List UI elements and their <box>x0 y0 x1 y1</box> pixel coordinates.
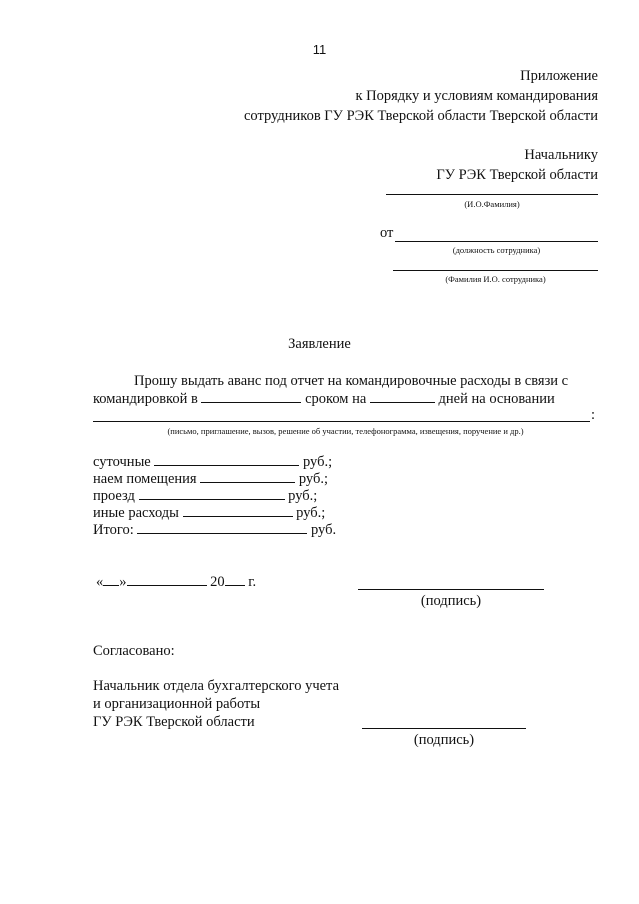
expense-row-total: Итого: руб. <box>93 522 337 538</box>
date-line: « » 20 г. <box>96 574 257 590</box>
month-field <box>127 573 207 586</box>
employee-name-hint: (Фамилия И.О. сотрудника) <box>445 274 546 284</box>
employee-name-line <box>393 270 598 271</box>
expense-row-per-diem: суточные руб.; <box>93 454 333 470</box>
approver-signature-line <box>362 728 526 729</box>
applicant-signature-line <box>358 589 544 590</box>
approval-block <box>93 677 339 731</box>
appendix-line3: сотрудников ГУ РЭК Тверской области Тверской области <box>243 108 598 124</box>
day-field <box>103 573 119 586</box>
basis-label: дней на основании <box>438 391 555 407</box>
document-title: Заявление <box>288 336 351 352</box>
basis-hint: (письмо, приглашение, вызов, решение об участии, телефонограмма, извещения, поручение и др.) <box>167 426 524 436</box>
appendix-line2: к Порядку и условиям командирования <box>355 88 598 104</box>
addressee-line2: ГУ РЭК Тверской области <box>436 167 598 183</box>
approval-title: Согласовано: <box>93 643 175 659</box>
addressee-block <box>436 145 598 185</box>
head-name-hint: (И.О.Фамилия) <box>464 199 520 209</box>
year-field <box>225 573 245 586</box>
travel-field <box>139 487 285 500</box>
destination-label: командировкой в <box>93 391 198 407</box>
approval-line1: Начальник отдела бухгалтерского учета <box>93 678 340 694</box>
appendix-title: Приложение <box>520 68 598 84</box>
appendix-block <box>244 66 598 126</box>
body-line1: Прошу выдать аванс под отчет на командировочные расходы в связи с <box>134 373 569 389</box>
approval-line2: и организационной работы <box>93 696 261 712</box>
total-field <box>137 521 307 534</box>
body-line2 <box>93 390 555 408</box>
approver-signature-hint: (подпись) <box>413 732 475 748</box>
duration-field <box>370 390 435 403</box>
position-line <box>395 241 598 242</box>
applicant-signature-hint: (подпись) <box>420 593 482 609</box>
accommodation-field <box>200 470 295 483</box>
expense-row-other: иные расходы руб.; <box>93 505 326 521</box>
position-hint: (должность сотрудника) <box>452 245 541 255</box>
per-diem-field <box>154 453 299 466</box>
expense-row-travel: проезд руб.; <box>93 488 318 504</box>
other-expenses-field <box>183 504 293 517</box>
destination-field <box>201 390 301 403</box>
addressee-line1: Начальнику <box>524 147 598 163</box>
page-number: 11 <box>312 42 327 57</box>
head-name-line <box>386 194 598 195</box>
from-label: от <box>380 225 394 241</box>
basis-colon: : <box>591 407 596 423</box>
duration-label: сроком на <box>305 391 367 407</box>
expense-row-accommodation: наем помещения руб.; <box>93 471 328 487</box>
basis-line <box>93 421 590 422</box>
approval-line3: ГУ РЭК Тверской области <box>93 714 255 730</box>
